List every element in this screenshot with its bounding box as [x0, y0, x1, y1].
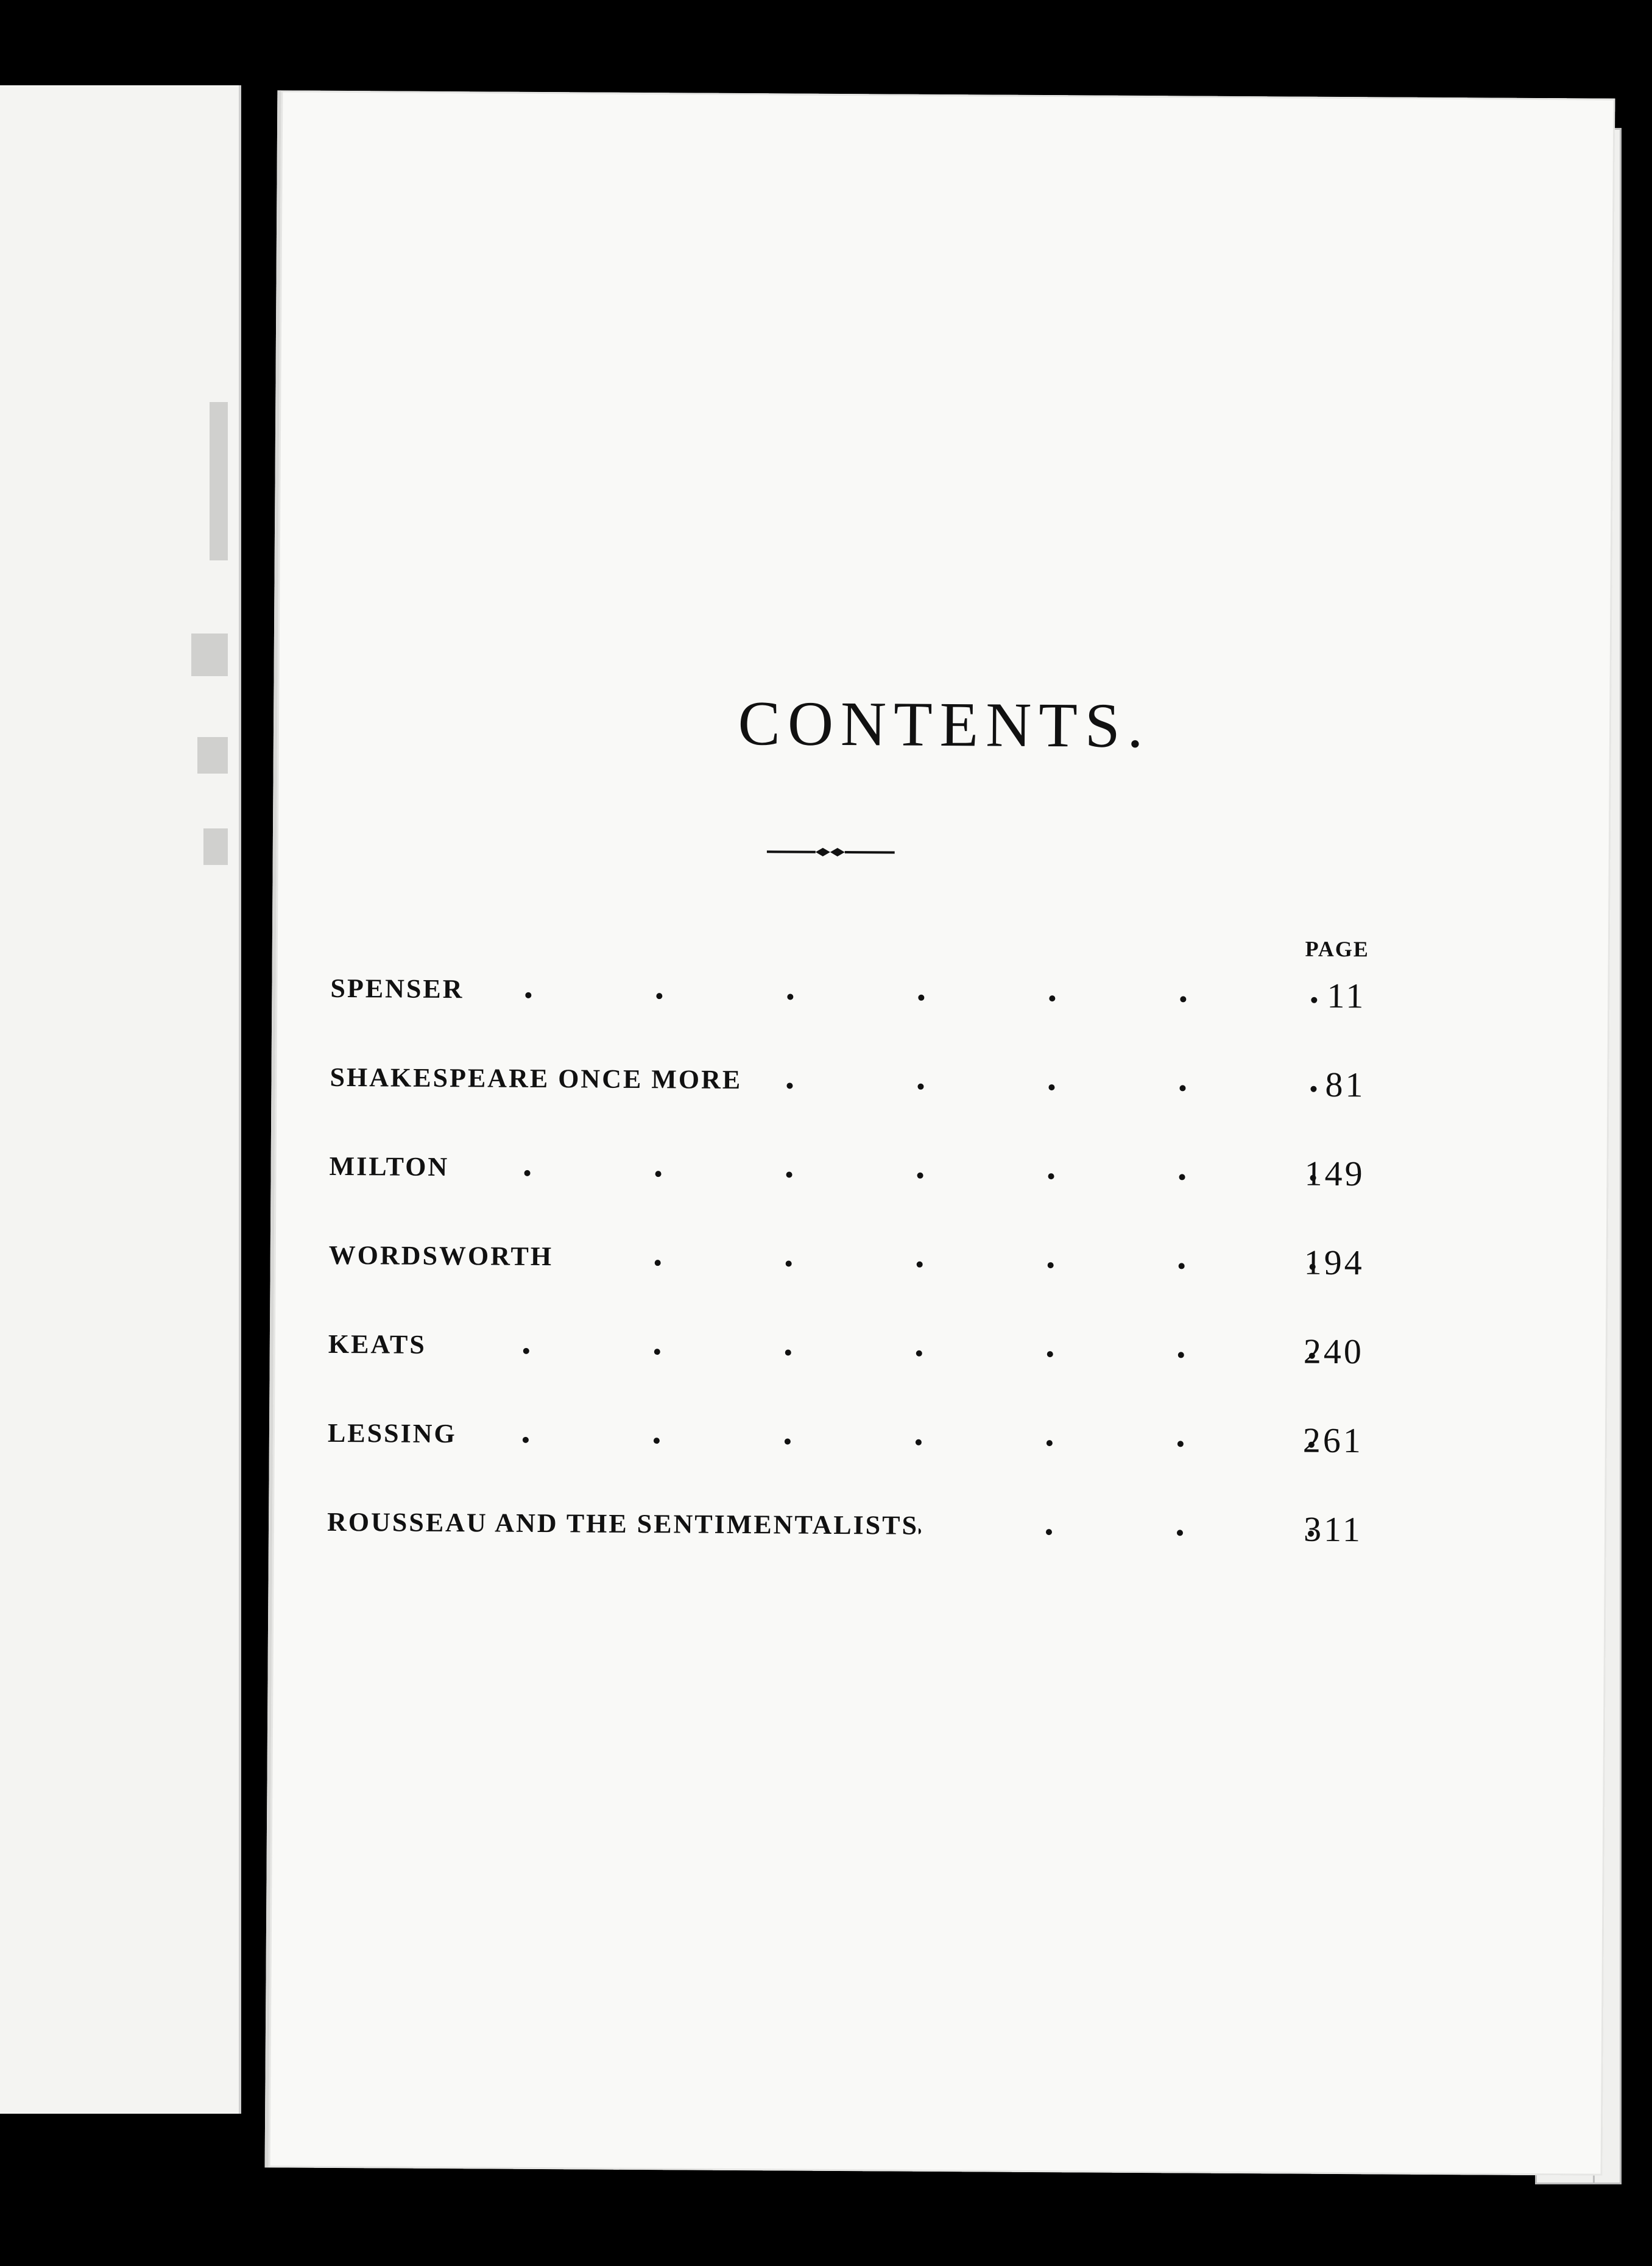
bleed-through-mark: [197, 737, 228, 774]
leader-dot: [1046, 1529, 1052, 1535]
leader-dot: [655, 1260, 661, 1266]
leader-dot: [1179, 1085, 1185, 1091]
leader-dot: [916, 1439, 922, 1445]
leader-dot: [785, 1349, 791, 1355]
toc-entry-page: 81: [1325, 1064, 1366, 1105]
leader-dot: [654, 1349, 660, 1355]
toc-entry-page: 311: [1303, 1509, 1363, 1550]
leader-dot: [1177, 1530, 1183, 1536]
leader-dot: [655, 1171, 662, 1177]
leader-dot: [656, 993, 662, 999]
toc-entry-page: 240: [1303, 1331, 1364, 1372]
contents-page: [265, 90, 1615, 2175]
leader-dot: [523, 1348, 529, 1354]
dot-leader: [524, 1259, 1383, 1273]
leader-dot: [523, 1437, 529, 1443]
leader-dot: [1049, 995, 1055, 1001]
leader-dot: [1179, 1263, 1185, 1269]
toc-entry-page: 194: [1304, 1242, 1364, 1283]
toc-entry-title: LESSING: [327, 1417, 457, 1449]
toc-entry: [328, 1311, 1382, 1407]
leader-dot: [1047, 1440, 1053, 1446]
leader-dot: [917, 1173, 923, 1179]
dot-leader: [525, 992, 1384, 1006]
toc-entry-title: KEATS: [328, 1329, 426, 1360]
toc-entry: [327, 1489, 1382, 1585]
ornament-divider: [767, 842, 895, 861]
leader-dot: [1048, 1173, 1054, 1179]
leader-dot: [1180, 996, 1186, 1002]
dot-leader: [523, 1348, 1382, 1362]
toc-entry-title: WORDSWORTH: [328, 1240, 554, 1272]
toc-entry-title: MILTON: [329, 1151, 450, 1182]
bleed-through-mark: [210, 402, 228, 560]
leader-dot: [525, 992, 531, 998]
leader-dot: [1177, 1441, 1184, 1447]
leader-dot: [786, 1260, 792, 1266]
toc-entry-title: SHAKESPEARE ONCE MORE: [330, 1062, 743, 1095]
toc-entry-title: ROUSSEAU AND THE SENTIMENTALISTS: [327, 1506, 919, 1541]
leader-dot: [1048, 1262, 1054, 1268]
leader-dot: [1047, 1351, 1053, 1357]
page-title: CONTENTS.: [738, 688, 1151, 761]
toc-entry-title: SPENSER: [330, 973, 464, 1004]
leader-dot: [785, 1438, 791, 1444]
toc-entry-page: 261: [1302, 1420, 1364, 1461]
leader-dot: [786, 1171, 792, 1177]
toc-entry-page: 11: [1327, 975, 1366, 1016]
leader-dot: [1179, 1174, 1185, 1180]
leader-dot: [524, 1170, 531, 1176]
toc-entry-page: 149: [1304, 1153, 1365, 1194]
leader-dot: [917, 1084, 923, 1090]
leader-dot: [916, 1350, 922, 1357]
dot-leader: [524, 1170, 1383, 1184]
toc-entry: [327, 1400, 1382, 1496]
leader-dot: [917, 1262, 923, 1268]
toc-entry: [330, 1045, 1384, 1140]
leader-dot: [654, 1438, 660, 1444]
facing-page: [0, 85, 241, 2114]
bleed-through-mark: [203, 828, 228, 865]
leader-dot: [1178, 1352, 1184, 1358]
leader-dot: [918, 995, 924, 1001]
bleed-through-mark: [191, 634, 228, 676]
toc-entry: [328, 1223, 1383, 1318]
leader-dot: [1048, 1084, 1054, 1090]
toc-entry: [329, 1134, 1383, 1229]
leader-dot: [786, 1082, 792, 1089]
dot-leader: [523, 1437, 1382, 1451]
leader-dot: [787, 994, 793, 1000]
toc-entry: [330, 956, 1385, 1051]
page-column-label: PAGE: [1305, 936, 1369, 962]
table-of-contents: [327, 956, 1385, 1585]
